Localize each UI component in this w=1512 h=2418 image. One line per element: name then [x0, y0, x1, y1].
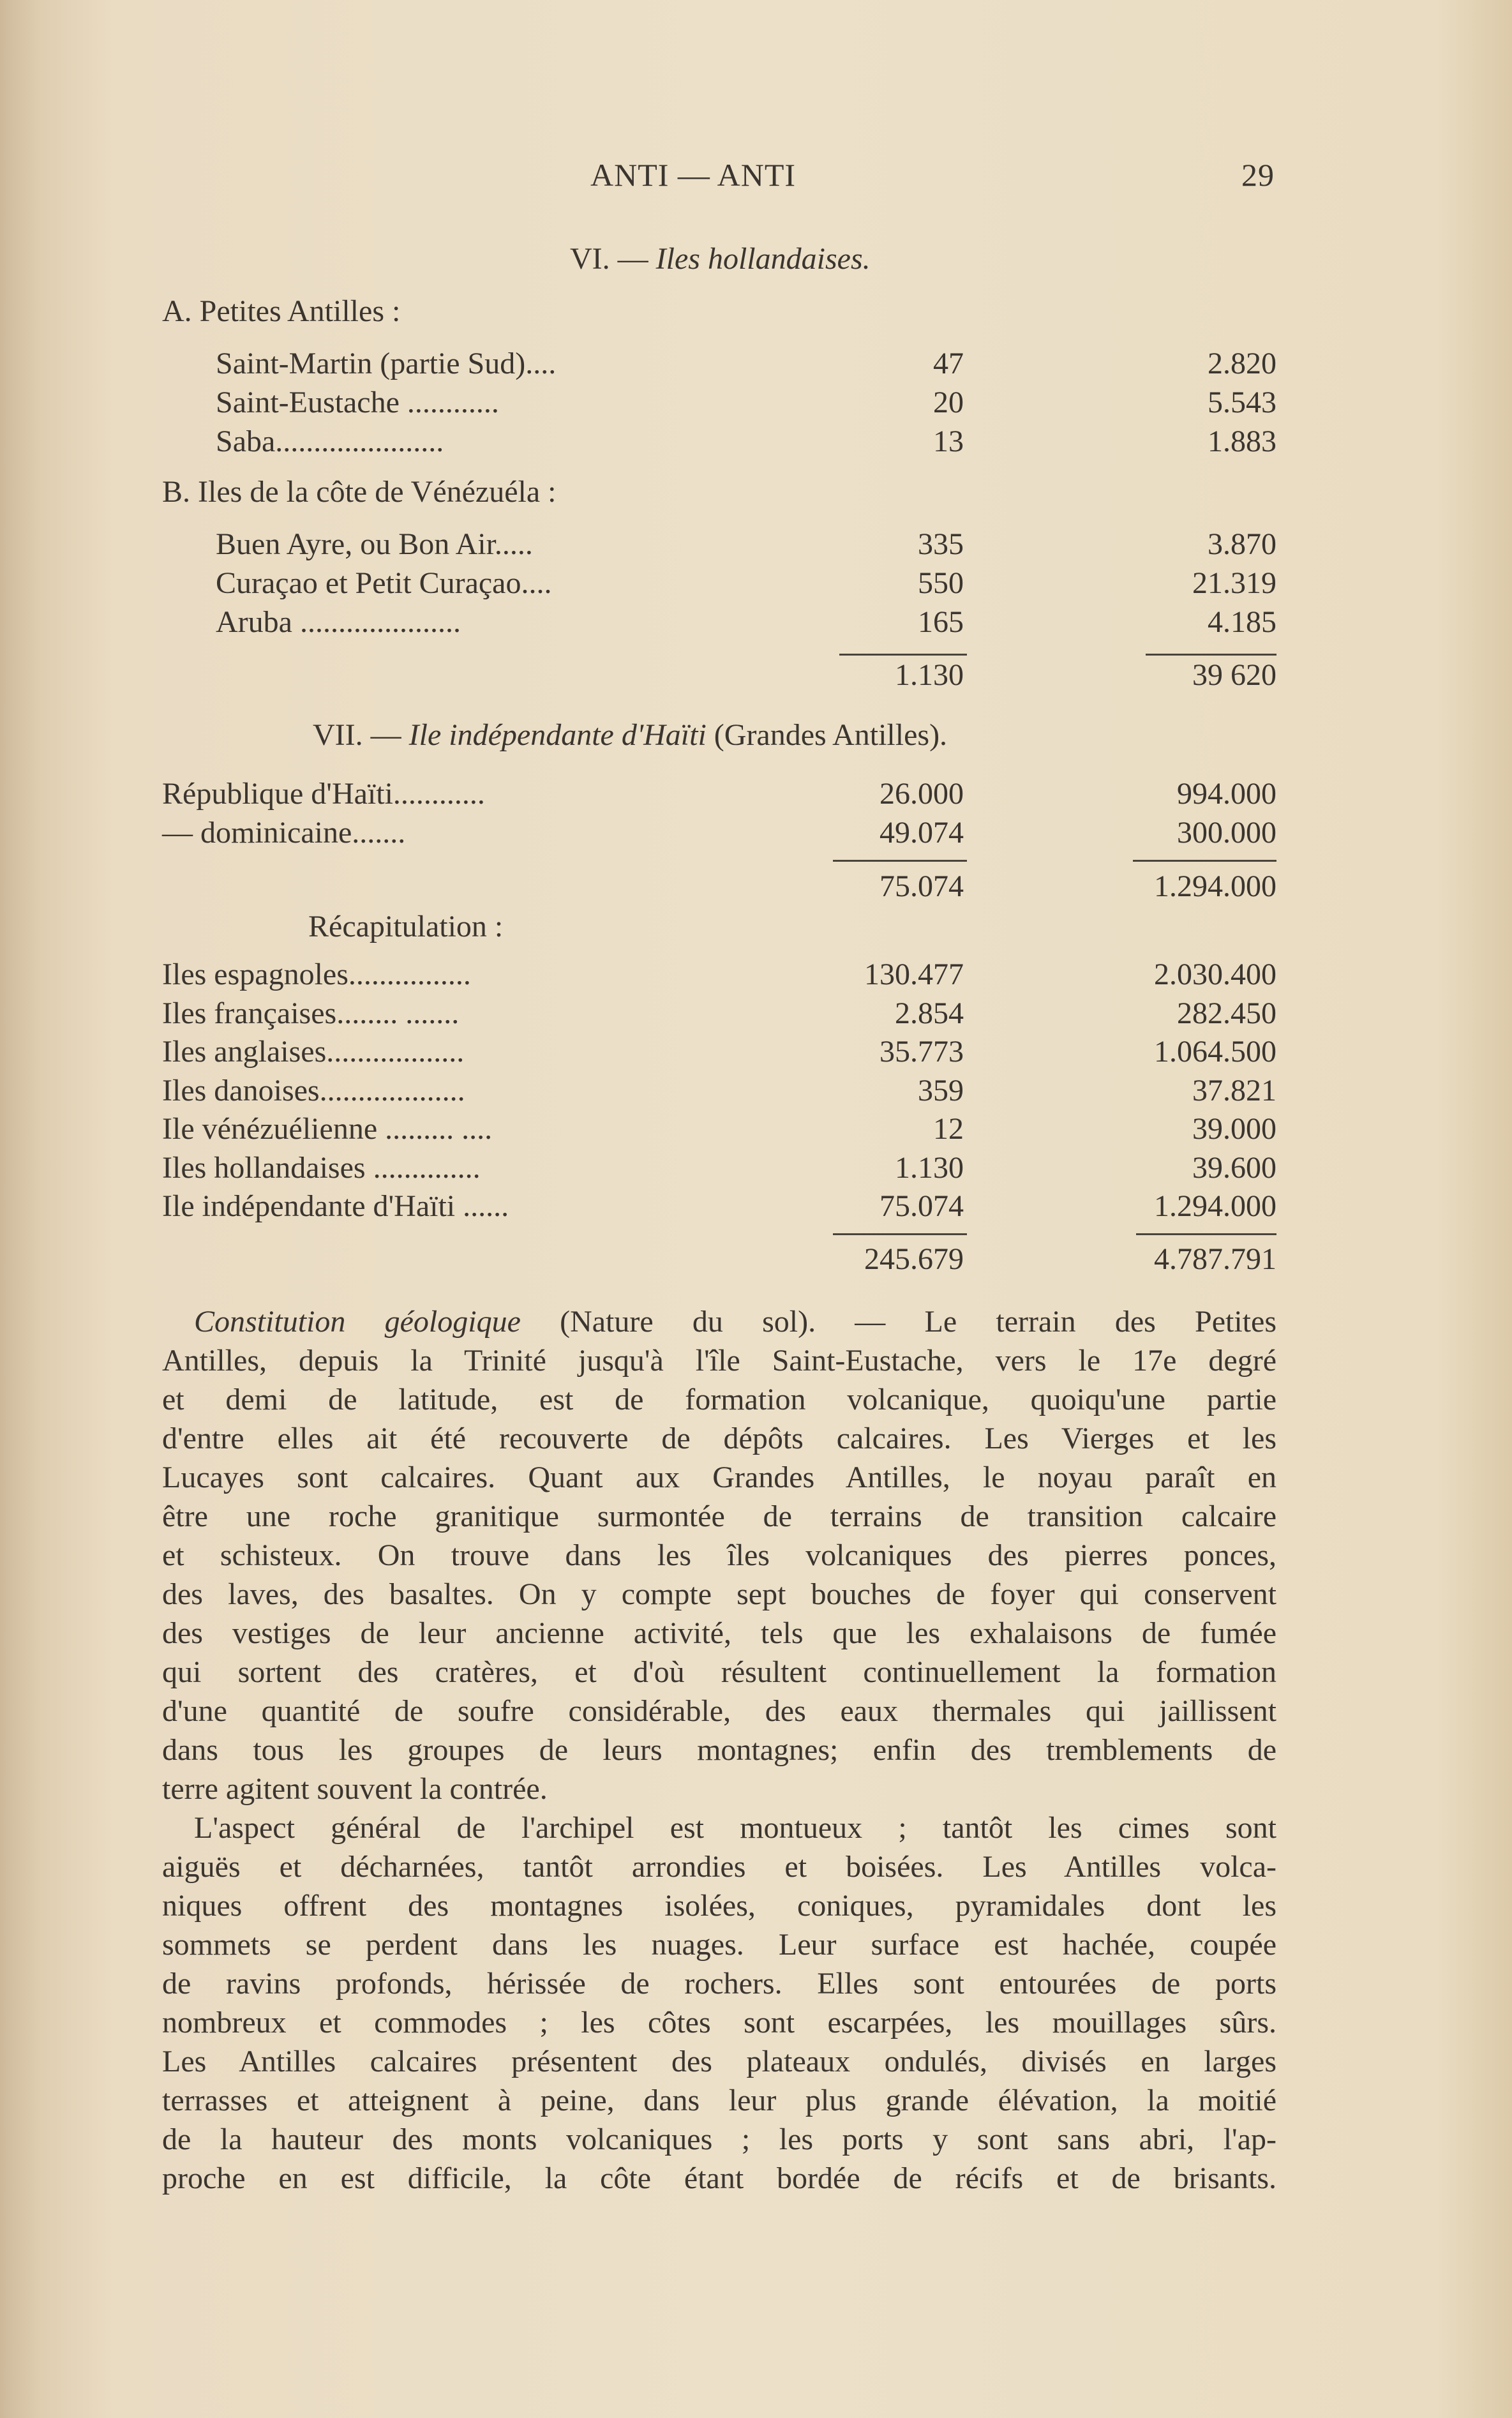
text-line: d'entre elles ait été recouverte de dépôts calcaires. Les Vierges et les: [162, 1422, 1276, 1455]
row-label: Iles hollandaises ..............: [162, 1150, 481, 1185]
row-label: Buen Ayre, ou Bon Air.....: [216, 527, 533, 561]
sum-rule: [839, 654, 967, 656]
body-text: [162, 1302, 1276, 2198]
row-area: 47: [933, 347, 964, 380]
row-area: 26.000: [880, 777, 964, 811]
text-line: des laves, des basaltes. On y compte sept bouches de foyer qui conservent: [162, 1577, 1276, 1611]
row-label: Saint-Martin (partie Sud)....: [216, 347, 557, 380]
total-area: 1.130: [895, 658, 964, 692]
row-population: 300.000: [1177, 816, 1276, 850]
recap-heading: Récapitulation :: [308, 910, 504, 943]
text-line: de la hauteur des monts volcaniques ; les ports y sont sans abri, l'ap-: [162, 2122, 1276, 2156]
row-population: 282.450: [1177, 996, 1276, 1030]
row-population: 21.319: [1192, 566, 1276, 600]
row-population: 2.030.400: [1154, 957, 1276, 991]
text-line: Les Antilles calcaires présentent des plateaux ondulés, divisés en larges: [162, 2045, 1276, 2078]
row-area: 550: [918, 566, 964, 600]
text-line: aiguës et décharnées, tantôt arrondies et boisées. Les Antilles volca-: [162, 1850, 1276, 1884]
row-label: Iles danoises...................: [162, 1073, 465, 1108]
row-area: 20: [933, 386, 964, 419]
row-label: Aruba .....................: [216, 605, 461, 639]
row-label: Ile vénézuélienne ......... ....: [162, 1112, 493, 1146]
text-line: [162, 1302, 1276, 1341]
group-b-heading: B. Iles de la côte de Vénézuéla :: [162, 475, 557, 509]
row-label: Saint-Eustache ............: [216, 386, 499, 419]
text-line: nombreux et commodes ; les côtes sont escarpées, les mouillages sûrs.: [162, 2006, 1276, 2039]
sum-rule: [1146, 654, 1276, 656]
sum-rule: [1136, 1233, 1276, 1235]
row-label: — dominicaine.......: [162, 816, 406, 850]
text-line: terrasses et atteignent à peine, dans leur plus grande élévation, la moitié: [162, 2084, 1276, 2117]
row-label: Iles françaises........ .......: [162, 996, 460, 1030]
total-area: 75.074: [880, 869, 964, 903]
row-area: 35.773: [880, 1035, 964, 1069]
row-area: 130.477: [864, 957, 964, 991]
row-population: 4.185: [1208, 605, 1276, 639]
row-label: République d'Haïti............: [162, 777, 485, 811]
section-vi-number: VI. —: [570, 242, 648, 276]
text-line: de ravins profonds, hérissée de rochers. Elles sont entourées de ports: [162, 1967, 1276, 2001]
row-label: Iles anglaises..................: [162, 1035, 465, 1069]
row-label: Iles espagnoles................: [162, 957, 471, 991]
text-line-rest: (Nature du sol). — Le terrain des Petites: [560, 1305, 1277, 1339]
text-line: L'aspect général de l'archipel est montueux ; tantôt les cimes sont: [194, 1811, 1276, 1845]
text-line: d'une quantité de soufre considérable, des eaux thermales qui jaillissent: [162, 1694, 1276, 1728]
row-label: Ile indépendante d'Haïti ......: [162, 1189, 509, 1223]
row-area: 1.130: [895, 1150, 964, 1185]
row-population: 1.883: [1208, 424, 1276, 458]
text-line: proche en est difficile, la côte étant bordée de récifs et de brisants.: [162, 2161, 1276, 2195]
row-population: 37.821: [1192, 1073, 1276, 1108]
text-line: être une roche granitique surmontée de terrains de transition calcaire: [162, 1499, 1276, 1533]
row-area: 2.854: [895, 996, 964, 1030]
group-a-heading: A. Petites Antilles :: [162, 294, 401, 328]
text-line: dans tous les groupes de leurs montagnes; enfin des tremblements de: [162, 1733, 1276, 1767]
row-population: 3.870: [1208, 527, 1276, 561]
text-line: sommets se perdent dans les nuages. Leur surface est hachée, coupée: [162, 1928, 1276, 1962]
italic-lead: Constitution géologique: [194, 1305, 521, 1339]
section-vii-subtitle: (Grandes Antilles).: [714, 718, 948, 752]
section-vii-title: Ile indépendante d'Haïti: [408, 718, 707, 752]
text-line: qui sortent des cratères, et d'où résultent continuellement la formation: [162, 1655, 1276, 1689]
text-line: et demi de latitude, est de formation volcanique, quoiqu'une partie: [162, 1383, 1276, 1416]
total-population: 39 620: [1192, 658, 1276, 692]
section-vii-heading: [313, 717, 947, 753]
sum-rule: [833, 860, 967, 862]
sum-rule: [1133, 860, 1276, 862]
grand-total-population: 4.787.791: [1154, 1242, 1276, 1276]
row-population: 1.064.500: [1154, 1035, 1276, 1069]
row-population: 1.294.000: [1154, 1189, 1276, 1223]
total-population: 1.294.000: [1154, 869, 1276, 903]
row-population: 39.000: [1192, 1112, 1276, 1146]
text-line: Antilles, depuis la Trinité jusqu'à l'île Saint-Eustache, vers le 17e degré: [162, 1344, 1276, 1378]
sum-rule: [833, 1233, 967, 1235]
section-vii-number: VII. —: [313, 718, 401, 752]
text-line: Lucayes sont calcaires. Quant aux Grandes Antilles, le noyau paraît en: [162, 1461, 1276, 1494]
row-label: Curaçao et Petit Curaçao....: [216, 566, 552, 600]
grand-total-area: 245.679: [864, 1242, 964, 1276]
row-area: 12: [933, 1112, 964, 1146]
text-line: et schisteux. On trouve dans les îles volcaniques des pierres ponces,: [162, 1538, 1276, 1572]
row-population: 5.543: [1208, 386, 1276, 419]
row-population: 994.000: [1177, 777, 1276, 811]
text-line: niques offrent des montagnes isolées, coniques, pyramidales dont les: [162, 1889, 1276, 1923]
row-area: 335: [918, 527, 964, 561]
row-area: 165: [918, 605, 964, 639]
row-area: 13: [933, 424, 964, 458]
section-vi-title: Iles hollandaises.: [655, 242, 871, 276]
page-number: 29: [1241, 157, 1275, 193]
row-area: 75.074: [880, 1189, 964, 1223]
row-population: 2.820: [1208, 347, 1276, 380]
row-area: 359: [918, 1073, 964, 1108]
row-label: Saba......................: [216, 424, 444, 458]
section-vi-heading: [570, 241, 871, 276]
row-area: 49.074: [880, 816, 964, 850]
row-population: 39.600: [1192, 1150, 1276, 1185]
running-header: ANTI — ANTI: [590, 157, 797, 193]
text-line: des vestiges de leur ancienne activité, tels que les exhalaisons de fumée: [162, 1616, 1276, 1650]
text-line: terre agitent souvent la contrée.: [162, 1772, 548, 1806]
